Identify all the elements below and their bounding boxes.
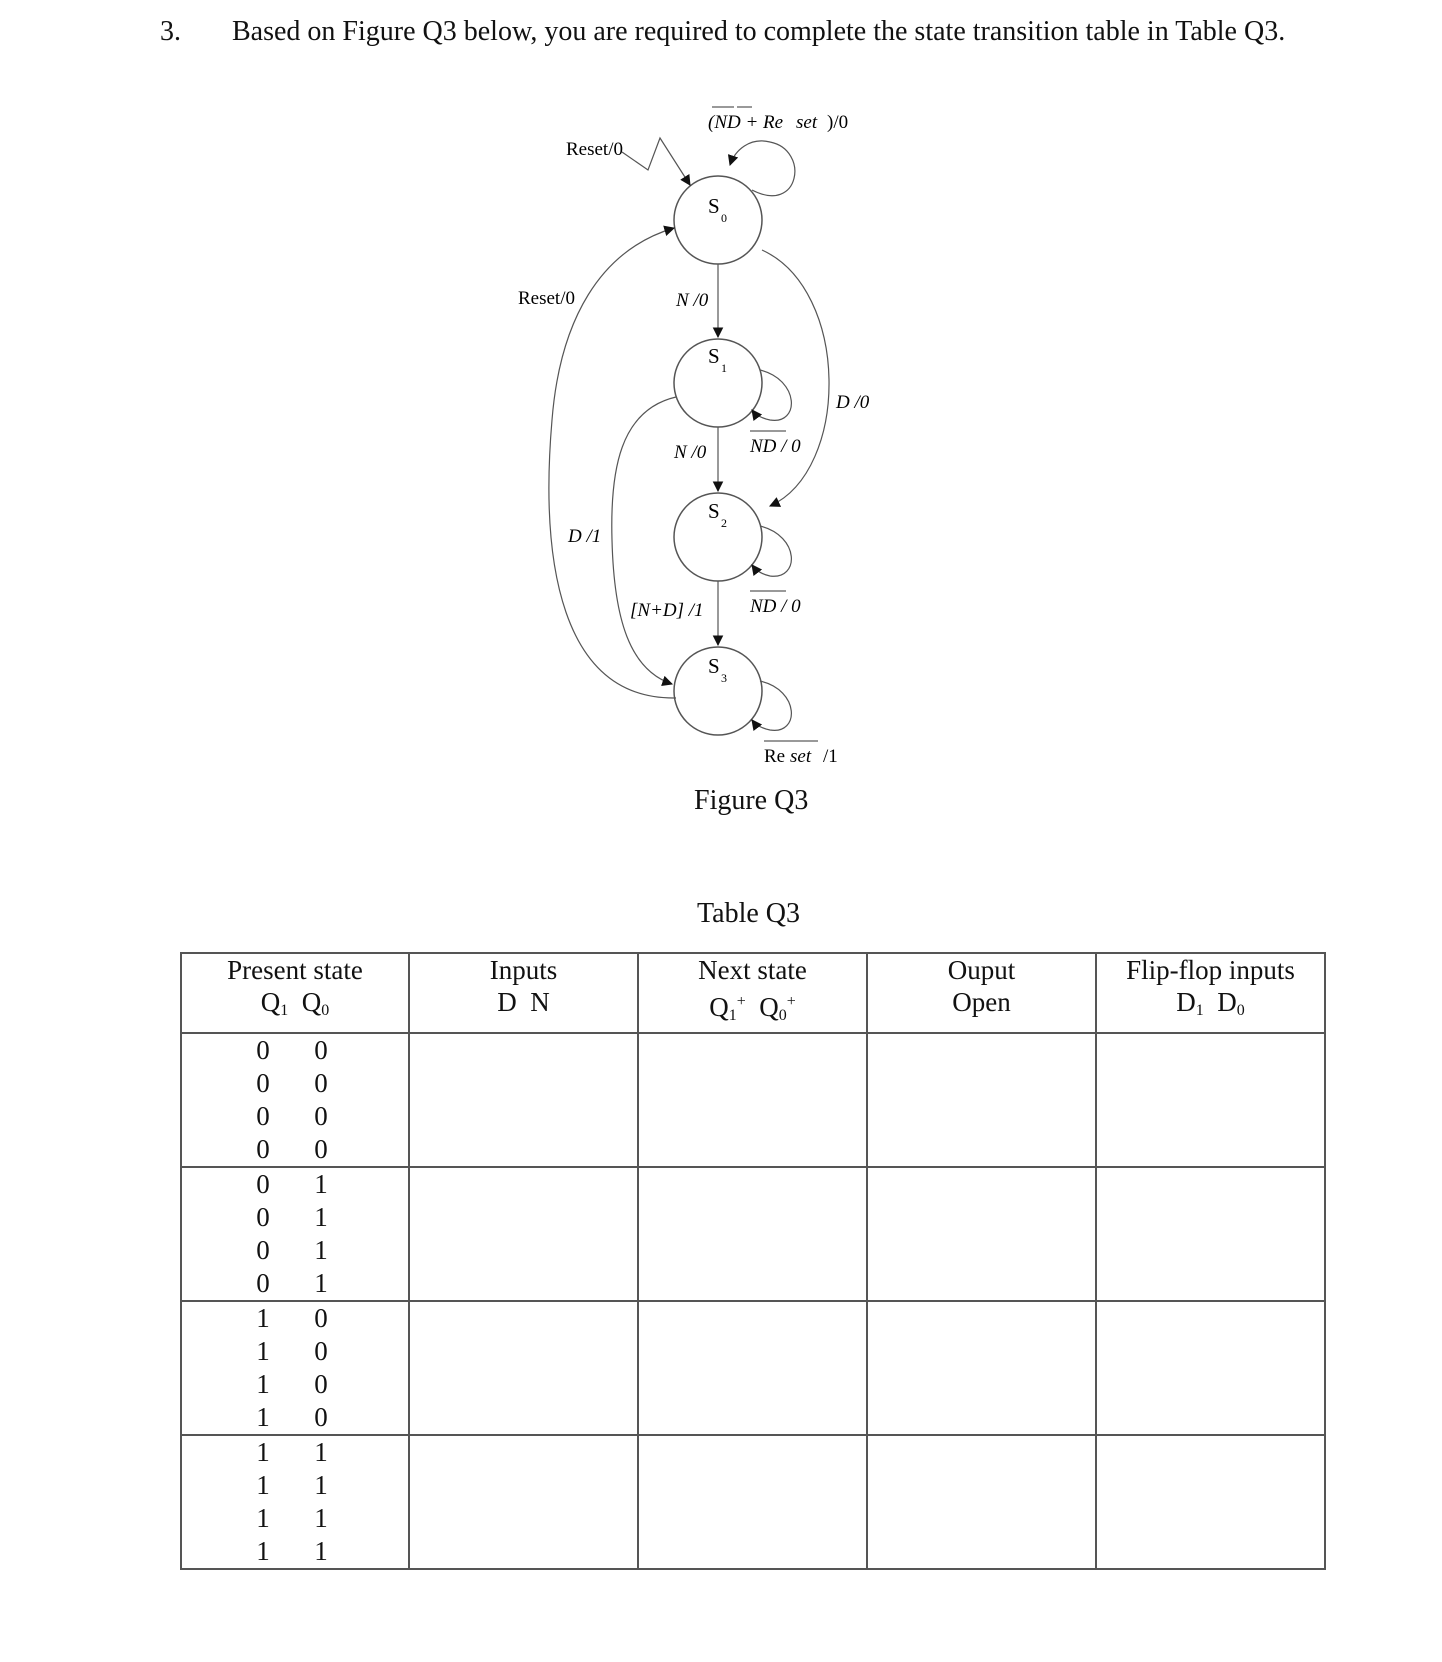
table-row-group	[181, 1167, 1325, 1301]
s1-s2-label: N /0	[674, 442, 707, 463]
header-next-state: Next state $Q_1^+$ $Q_0^+$	[638, 953, 867, 1033]
reset-back-label: Reset/0	[518, 288, 575, 309]
reset-entry-label: Reset/0	[566, 139, 623, 160]
present-state-cell: 1 0 1 0 1 0 1 0	[181, 1301, 409, 1435]
figure-caption: Figure Q3	[694, 785, 809, 816]
output-cell[interactable]	[867, 1167, 1096, 1301]
s1-self-loop	[752, 370, 791, 420]
s0-self-label-a: (ND + Re	[708, 112, 784, 133]
state-transition-table	[180, 952, 1326, 1570]
output-cell[interactable]	[867, 1301, 1096, 1435]
state-s2-label: S	[708, 499, 720, 523]
reset-entry-arrow	[622, 138, 690, 185]
output-cell[interactable]	[867, 1435, 1096, 1569]
next-state-cell[interactable]	[638, 1435, 867, 1569]
s1-s3-label: D /1	[568, 526, 602, 547]
question-number: 3.	[160, 16, 181, 47]
s2-self-loop	[752, 526, 791, 576]
question-text: Based on Figure Q3 below, you are required to complete the state transition table in Table Q3.	[232, 16, 1286, 47]
flipflop-cell[interactable]	[1096, 1167, 1325, 1301]
s0-s2-arrow	[762, 250, 829, 506]
header-inputs: Inputs D N	[409, 953, 638, 1033]
state-s3-label: S	[708, 654, 720, 678]
next-state-cell[interactable]	[638, 1033, 867, 1167]
flipflop-cell[interactable]	[1096, 1033, 1325, 1167]
state-s1-sub: 1	[721, 361, 727, 375]
s0-self-label-c: )/0	[827, 112, 849, 133]
inputs-cell[interactable]	[409, 1301, 638, 1435]
state-s0-sub: 0	[721, 211, 727, 225]
header-flipflop-inputs: Flip-flop inputs $D_1$ $D_0$	[1096, 953, 1325, 1033]
table-row-group	[181, 1435, 1325, 1569]
s0-s1-label: N /0	[676, 290, 709, 311]
inputs-cell[interactable]	[409, 1033, 638, 1167]
state-s3-sub: 3	[721, 671, 727, 685]
flipflop-cell[interactable]	[1096, 1301, 1325, 1435]
s3-self-label-c: /1	[823, 746, 838, 767]
next-state-cell[interactable]	[638, 1167, 867, 1301]
state-s0-label: S	[708, 194, 720, 218]
state-s2-sub: 2	[721, 516, 727, 530]
inputs-cell[interactable]	[409, 1167, 638, 1301]
table-title: Table Q3	[697, 898, 801, 929]
header-output: Ouput Open	[867, 953, 1096, 1033]
state-s0	[674, 176, 762, 264]
output-cell[interactable]	[867, 1033, 1096, 1167]
s0-self-loop	[730, 141, 795, 196]
header-present-state: Present state $Q_1$ $Q_0$	[181, 953, 409, 1033]
s1-s3-arrow	[612, 397, 676, 684]
s3-self-label-b: set	[790, 746, 812, 767]
inputs-cell[interactable]	[409, 1435, 638, 1569]
s2-s3-label: [N+D] /1	[630, 600, 704, 621]
present-state-cell: 0 1 0 1 0 1 0 1	[181, 1167, 409, 1301]
s3-self-label-a: Re	[764, 746, 786, 767]
s1-self-label: ND / 0	[750, 436, 801, 457]
table-header-row	[181, 953, 1325, 1033]
present-state-cell: 1 1 1 1 1 1 1 1	[181, 1435, 409, 1569]
next-state-cell[interactable]	[638, 1301, 867, 1435]
state-s1-label: S	[708, 344, 720, 368]
s0-s2-label: D /0	[836, 392, 870, 413]
table-row-group	[181, 1301, 1325, 1435]
s2-self-label: ND / 0	[750, 596, 801, 617]
present-state-cell: 0 0 0 0 0 0 0 0	[181, 1033, 409, 1167]
table-row-group	[181, 1033, 1325, 1167]
s3-self-loop	[752, 681, 791, 730]
flipflop-cell[interactable]	[1096, 1435, 1325, 1569]
s0-self-label-b: set	[796, 112, 818, 133]
